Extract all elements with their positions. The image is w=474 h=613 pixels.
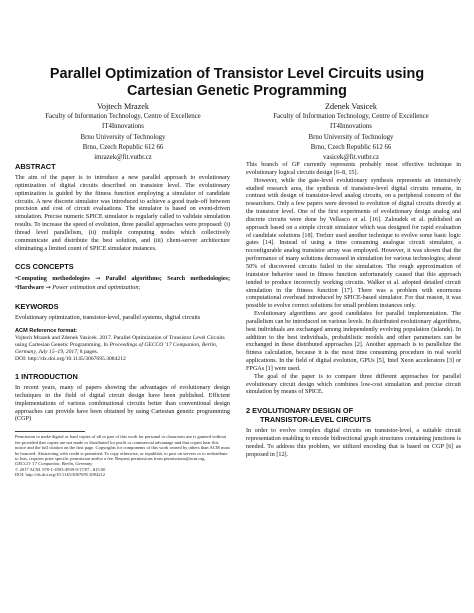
right-column xyxy=(246,162,461,460)
footnote-rule xyxy=(15,431,85,432)
intro-text: In recent years, many of papers showing the advantages of evolutionary design techniques in the field of digital circuit design have been published. Efficient implementations of various combinational circuits better than conventional design approaches can provide have been obtained by using Cartesian genetic programming (CGP) xyxy=(15,384,230,423)
author-block-1 xyxy=(10,101,236,163)
ccs-bullet: • xyxy=(15,276,18,283)
author-address: Brno, Czech Republic 612 66 xyxy=(310,143,392,151)
section2-heading xyxy=(246,406,461,424)
author-institute: IT4Innovations xyxy=(102,123,144,131)
keywords-heading: KEYWORDS xyxy=(15,302,59,312)
section2-heading-line-2: TRANSISTOR-LEVEL CIRCUITS xyxy=(260,415,372,425)
author-email: imrazek@fit.vutbr.cz xyxy=(94,154,152,162)
author-university: Brno University of Technology xyxy=(308,133,394,141)
acm-ref-doi: DOI: http://dx.doi.org/10.1145/3067695.3084212 xyxy=(15,355,126,362)
author-block-2 xyxy=(238,101,464,163)
author-university: Brno University of Technology xyxy=(80,133,166,141)
ccs-item-power: Power estimation and optimization; xyxy=(52,285,141,292)
author-name: Zdenek Vasicek xyxy=(325,102,377,111)
abstract-heading: ABSTRACT xyxy=(15,162,56,171)
body-paragraph: Evolutionary algorithms are good candidates for parallel implementation. The parallelism can be introduced on various levels. In distributed evolutionary algorithms, best individuals are exchanged among independently evolving population (islands). In addition to the best individuals, probabilistic models and other parameters can be exchanged in these distributed approaches [2]. Another approach is to parallelize the fitness calculation, because it is the most time consuming procedure in real world applications. In the field of digital evolution, GPUs [5], Intel Xeon accelerators [3] or FPGAs [1] were used. xyxy=(246,311,461,372)
ccs-item-parallel: Parallel algorithms; Search methodologies; xyxy=(105,276,230,283)
abstract-text: The aim of the paper is to introduce a new parallel approach to evolutionary optimization of digital circuits described on transistor level. The evolutionary optimization is guided by the fitness function employing a simulator of candidate circuits. A new discrete simulator was introduced to achieve a good trade-off between precision and cost of circuit evaluations. The simulator is based on event-driven simulation. Precise numeric SPICE simulator is regularly called to validate simulation results. To increase the speed of evolution, three parallel approaches were proposed: (i) thread level parallelism, (ii) multiple computing nodes which collectively communicate and distribute the best solution, and (iii) client-server architecture eliminating a limited count of SPICE simulator instances. xyxy=(15,175,230,252)
ccs-item-hardware: Hardware xyxy=(17,285,44,292)
title-line-2: Cartesian Genetic Programming xyxy=(127,83,347,99)
section2-heading-line-1: 2 EVOLUTIONARY DESIGN OF xyxy=(246,406,354,416)
acm-ref-pages: 8 pages. xyxy=(79,348,99,355)
ccs-heading: CCS CONCEPTS xyxy=(15,262,74,272)
keywords-text: Evolutionary optimization, transistor-level, parallel systems, digital circuits xyxy=(15,315,201,322)
ccs-arrow: → xyxy=(45,284,51,292)
author-institute: IT4Innovations xyxy=(330,123,372,131)
author-affiliation: Faculty of Information Technology, Centre of Excellence xyxy=(45,113,201,120)
ccs-arrow: → xyxy=(95,275,101,283)
acm-ref-text xyxy=(15,335,230,363)
author-name: Vojtech Mrazek xyxy=(97,102,149,111)
acm-ref-venue: Proceedings of GECCO '17 Companion, Berlin, Germany, July 15–19, 2017, xyxy=(15,341,218,355)
left-column xyxy=(15,162,230,478)
ccs-bullet: • xyxy=(15,285,18,292)
body-paragraph: However, while the gate-level evolutionary synthesis represents an intensively studied research area, the synthesis of transistor-level digital circuits remains, in contrast with design of transistor-level analog circuits, on a peripheral concern of the researchers. Only a few papers were devoted to evolution of digital circuits directly at the transistor level. One of the first experiments of evolutionary design analog and discrete circuits were done by Vellasco et al. [16]. Zaloudek et al. published an approach based on a simple circuit simulator which was designed for rapid evaluation of candidate solutions [18]. Trefzer used another technique to evolve some basic logic gates [14]. Instead of using a time consuming analogue circuit simulator, a reconfigurable analog transistor array was employed. However, it was shown that the performance of many solutions decreased in simulation for various technologies; about 50% of discovered circuits failed in the simulation. The rough approximation of transistor behavior used in fitness function unfortunately caused that this approach tended to produce incorrectly working circuits. Walker et al. adopted detailed circuit simulation in the fitness function [17]. There was a problem with enormous computational overhead introduced by SPICE-based simulator. For that reason, it was possible to evolve correct solutions for small problem instances only. xyxy=(246,177,461,310)
footnote-permission: Permission to make digital or hard copies of all or part of this work for personal or classroom use is granted without fee provided that copies are not made or distributed for profit or commercial advantage and that copies bear this notice and the full citation on the first page. Copyrights for components of this work owned by others than ACM must be honored. Abstracting with credit is permitted. To copy otherwise, or republish, to post on servers or to redistribute to lists, requires prior specific permission and/or a fee. Request permissions from permissions@acm.org. xyxy=(15,434,230,461)
footnote-copyright: © 2017 ACM. 978-1-4503-4939-0/17/07...$15.00 xyxy=(15,466,106,472)
paper-title xyxy=(30,66,444,100)
author-affiliation: Faculty of Information Technology, Centre of Excellence xyxy=(273,113,429,120)
acm-ref-heading: ACM Reference format: xyxy=(15,327,78,334)
body-paragraph: The goal of the paper is to compare three different approaches for parallel evolutionary circuit design which combines low-cost simulation and precise circuit simulation by means of SPICE. xyxy=(246,373,461,396)
acm-ref-citation: Vojtech Mrazek and Zdenek Vasicek. 2017. Parallel Optimization of Transistor Level Circuits using Cartesian Genetic Programming. In xyxy=(15,334,225,348)
title-line-1: Parallel Optimization of Transistor Level Circuits using xyxy=(49,66,425,82)
section2-text: In order to evolve complex digital circuits on transistor-level, a suitable circuit representation enabling to encode bidirectional graph structures containing junctions is needed. To address this problem, we utilized encoding that is based on CGP [6] as proposed in [12]. xyxy=(246,428,461,458)
ccs-item-computing: Computing methodologies xyxy=(17,276,90,283)
footnote-doi: DOI: http://dx.doi.org/10.1145/3067695.3084212 xyxy=(15,472,106,478)
author-address: Brno, Czech Republic 612 66 xyxy=(82,143,164,151)
footnote-venue: GECCO '17 Companion, Berlin, Germany xyxy=(15,461,93,467)
ccs-text xyxy=(15,275,230,293)
intro-heading: 1 INTRODUCTION xyxy=(15,371,78,381)
body-paragraph: This branch of GP currently represents probably most effective technique in evolutionary logical circuits design [6–8, 15]. xyxy=(246,162,461,176)
author-email: vasicek@fit.vutbr.cz xyxy=(322,154,380,162)
